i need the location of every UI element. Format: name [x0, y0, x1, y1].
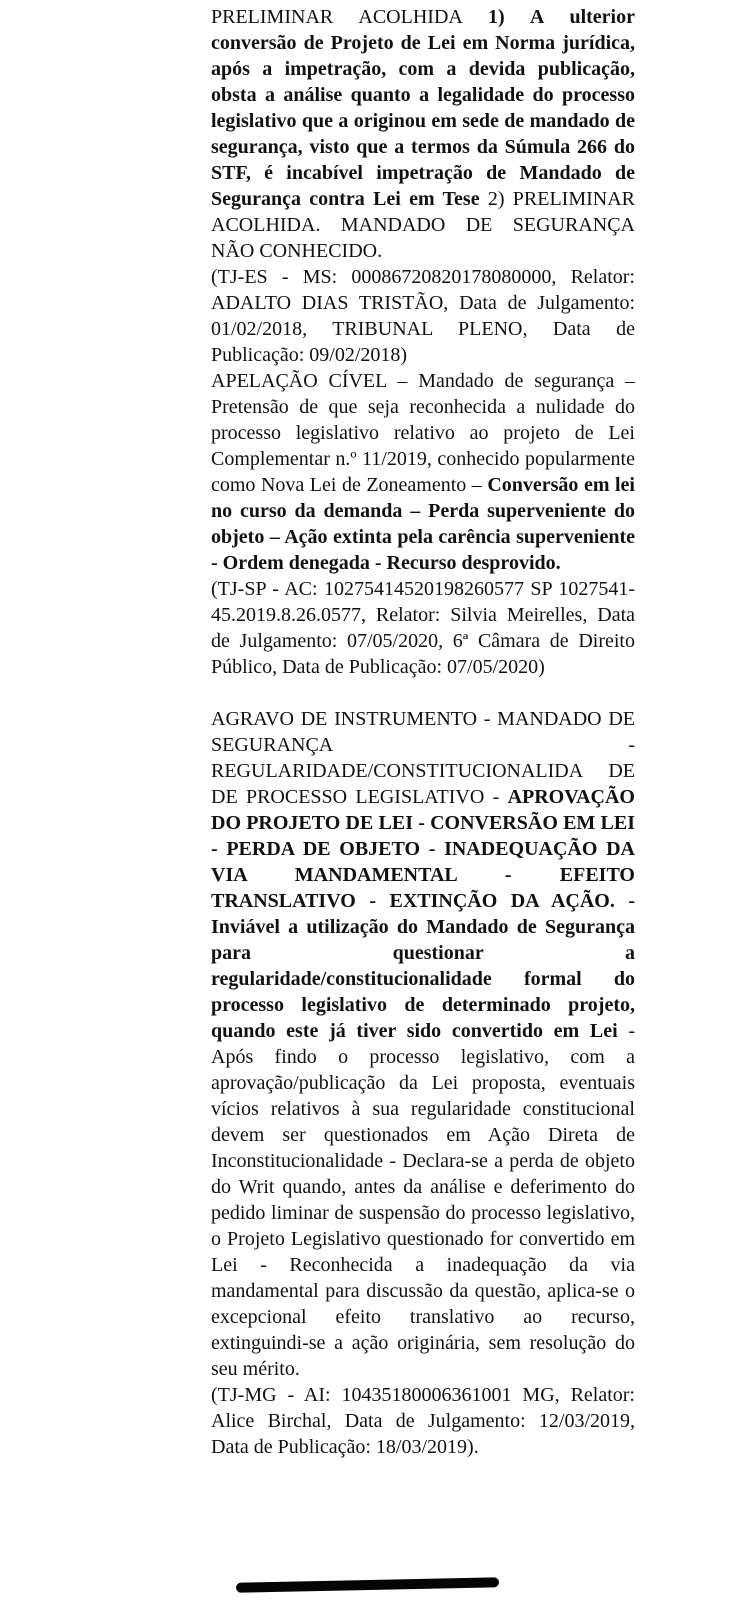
ementa-tjes: [211, 4, 635, 264]
ementa-tjmg-text: - Após findo o processo legislativo, com a aprovação/publicação da Lei proposta, eventuais vícios relativos à sua regularidade constitucional devem ser questionados em Ação Direta de Inconstitucionalidade - Declara-se a perda de objeto do Writ quando, antes da análise e deferimento do pedido liminar de suspensão do processo legislativo, o Projeto Legislativo questionado for convertido em Lei - Reconhecida a inadequação da via mandamental para discussão da questão, aplica-se o excepcional efeito translativo ao recurso, extinguindi-se a ação originária, sem resolução do seu mérito.: [211, 1020, 635, 1380]
ementa-tjes-bold-text: 1) A ulterior conversão de Projeto de Lei em Norma jurídica, após a impetração, com a devida publicação, obsta a análise quanto a legalidade do processo legislativo que a originou em sede de mandado de segurança, visto que a termos da Súmula 266 do STF, é incabível impetração de Mandado de Segurança contra Lei em Tese: [211, 6, 635, 210]
ementa-tjsp-text: APELAÇÃO CÍVEL – Mandado de segurança – Pretensão de que seja reconhecida a nulidade do processo legislativo relativo ao projeto de Lei Complementar n.º 11/2019, conhecido popularmente como Nova Lei de Zoneamento –: [211, 370, 635, 496]
ementa-tjsp: [211, 368, 635, 576]
ementa-tjsp-bold-text: Conversão em lei no curso da demanda – Perda superveniente do objeto – Ação extinta pela carência superveniente - Ordem denegada - Recurso desprovido.: [211, 474, 635, 574]
ementa-tjes-conclusion: 2) PRELIMINAR ACOLHIDA. MANDADO DE SEGURANÇA NÃO CONHECIDO.: [211, 188, 636, 262]
ementa-tjes-preamble: PRELIMINAR ACOLHIDA: [211, 6, 489, 28]
ementa-tjmg-preamble: AGRAVO DE INSTRUMENTO - MANDADO DE SEGURANÇA - REGULARIDADE/CONSTITUCIONALIDA DE DE PROCESSO LEGISLATIVO -: [211, 708, 635, 808]
document-text: [211, 4, 635, 1460]
pen-underline-mark: [236, 1577, 499, 1593]
ementa-tjmg-bold-text: APROVAÇÃO DO PROJETO DE LEI - CONVERSÃO EM LEI - PERDA DE OBJETO - INADEQUAÇÃO DA VIA MANDAMENTAL - EFEITO TRANSLATIVO - EXTINÇÃO DA AÇÃO. - Inviável a utilização do Mandado de Segurança para questionar a regularidade/constitucionalidade formal do processo legislativo de determinado projeto, quando este já tiver sido convertido em Lei: [211, 786, 635, 1042]
citation-tjsp: (TJ-SP - AC: 10275414520198260577 SP 1027541-45.2019.8.26.0577, Relator: Silvia Meirelles, Data de Julgamento: 07/05/2020, 6ª Câmara de Direito Público, Data de Publicação: 07/05/2020): [211, 578, 635, 678]
citation-tjes: (TJ-ES - MS: 00086720820178080000, Relator: ADALTO DIAS TRISTÃO, Data de Julgamento: 01/02/2018, TRIBUNAL PLENO, Data de Publicação: 09/02/2018): [211, 266, 635, 366]
ementa-tjmg: [211, 706, 635, 1382]
paragraph-spacer: [211, 680, 635, 706]
citation-tjmg: (TJ-MG - AI: 10435180006361001 MG, Relator: Alice Birchal, Data de Julgamento: 12/03/2019, Data de Publicação: 18/03/2019).: [211, 1384, 635, 1458]
